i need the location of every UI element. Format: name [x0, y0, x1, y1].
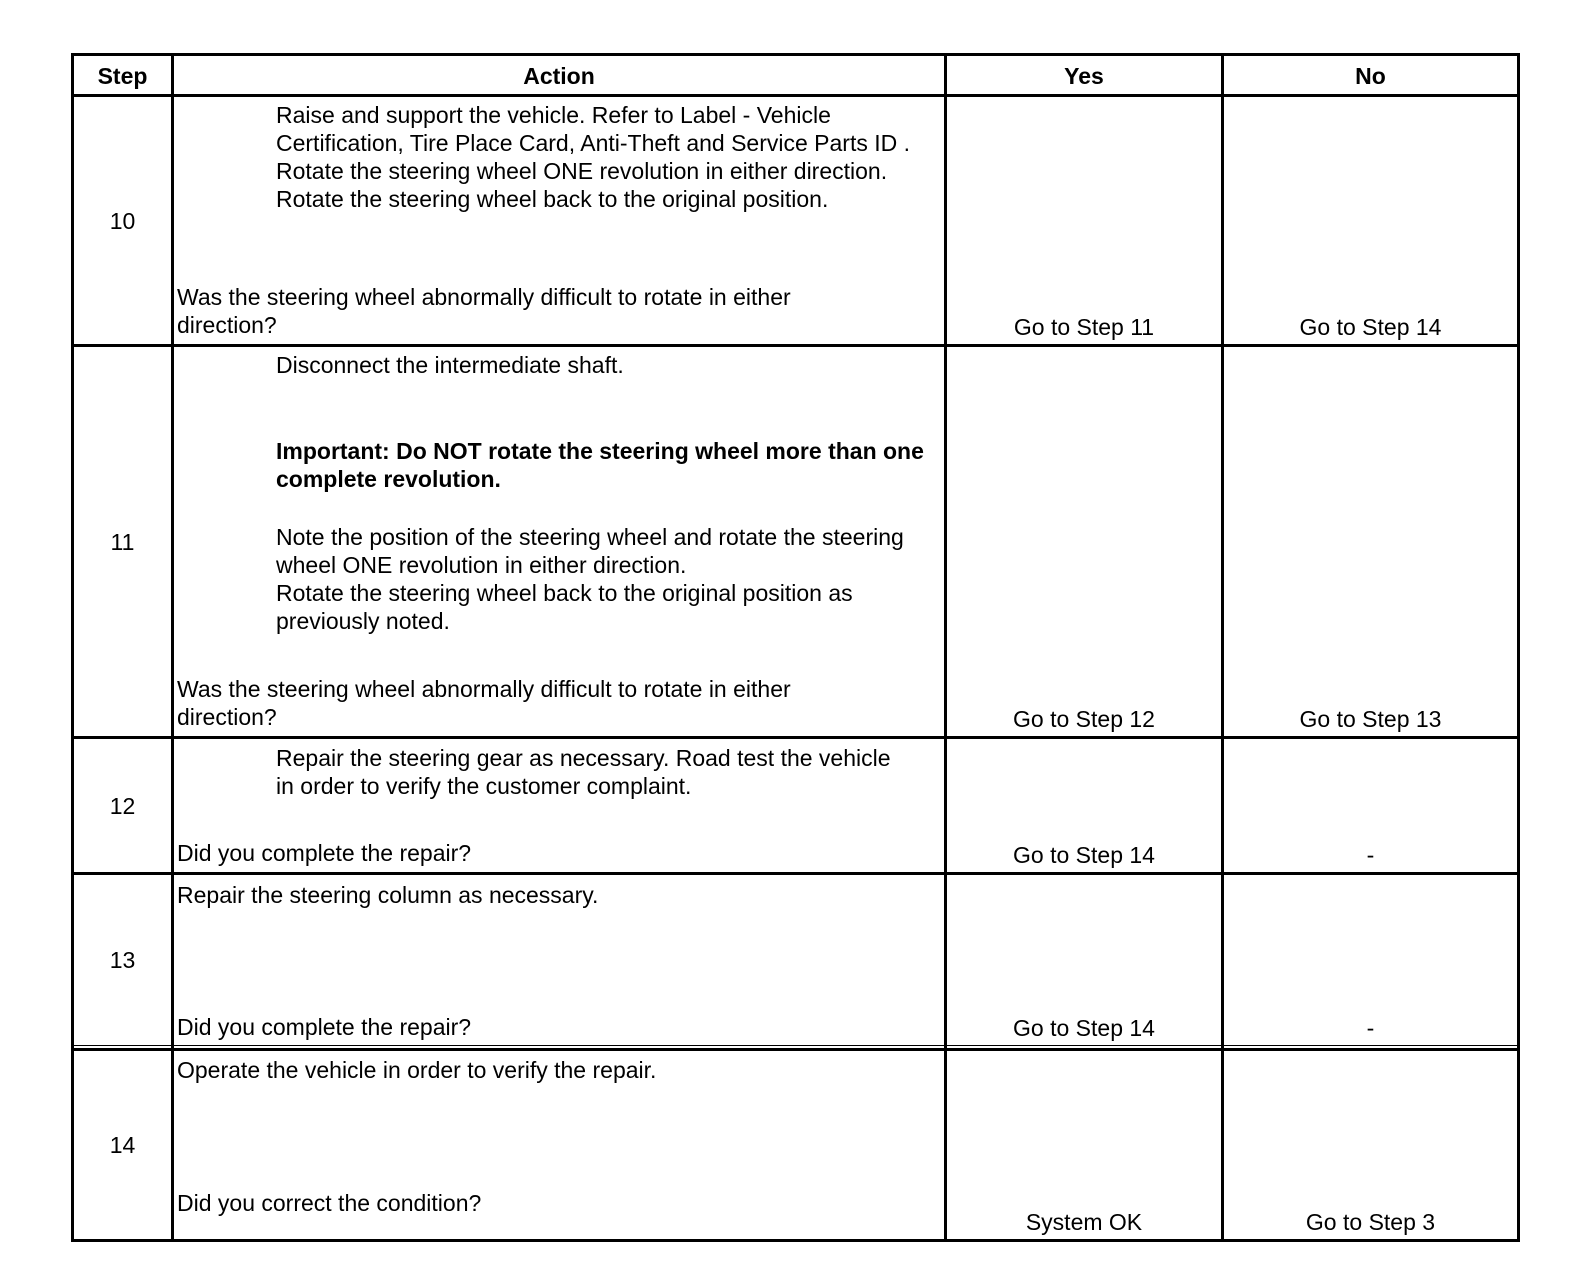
- step-number: 12: [109, 792, 136, 819]
- action-line: Repair the steering column as necessary.: [177, 882, 599, 908]
- header-no: No: [1355, 62, 1386, 89]
- action-text: [276, 101, 951, 213]
- header-action: Action: [523, 62, 595, 89]
- question-text: Was the steering wheel abnormally difficult to rotate in either direction?: [177, 284, 791, 338]
- yes-result: Go to Step 14: [1013, 1015, 1155, 1041]
- step-number: 11: [110, 528, 135, 555]
- no-result: Go to Step 14: [1299, 314, 1442, 340]
- action-line: Raise and support the vehicle. Refer to Label - Vehicle Certification, Tire Place Card, Anti-Theft and Service Parts ID .: [276, 102, 911, 156]
- yes-result: Go to Step 14: [1013, 842, 1155, 868]
- action-line: Repair the steering gear as necessary. Road test the vehicle in order to verify the customer complaint.: [276, 745, 891, 799]
- action-line: Rotate the steering wheel back to the original position.: [276, 186, 829, 212]
- step-number: 13: [109, 947, 136, 973]
- action-line: Disconnect the intermediate shaft.: [276, 352, 624, 378]
- action-text: [276, 523, 916, 635]
- no-result: -: [1366, 842, 1375, 868]
- no-result: Go to Step 13: [1299, 706, 1442, 732]
- yes-result: Go to Step 11: [1013, 314, 1155, 340]
- question-text: Was the steering wheel abnormally difficult to rotate in either direction?: [177, 676, 791, 730]
- no-result: Go to Step 3: [1305, 1209, 1436, 1235]
- header-yes: Yes: [1064, 62, 1104, 89]
- no-result: -: [1366, 1015, 1375, 1041]
- question-text: Did you complete the repair?: [177, 840, 472, 866]
- diagnostic-table: [71, 53, 1520, 1242]
- yes-result: Go to Step 12: [1013, 706, 1155, 732]
- action-line: Rotate the steering wheel back to the original position as previously noted.: [276, 580, 853, 634]
- row-divider: [74, 1045, 1517, 1046]
- yes-result: System OK: [1025, 1209, 1143, 1235]
- action-line: Rotate the steering wheel ONE revolution in either direction.: [276, 158, 888, 184]
- question-text: Did you complete the repair?: [177, 1014, 472, 1040]
- step-number: 14: [109, 1132, 136, 1158]
- action-line: Operate the vehicle in order to verify the repair.: [177, 1057, 657, 1083]
- step-number: 10: [109, 207, 136, 234]
- important-note: Important: Do NOT rotate the steering wheel more than one complete revolution.: [276, 438, 924, 492]
- question-text: Did you correct the condition?: [177, 1190, 482, 1216]
- column-divider: [171, 56, 174, 1239]
- header-step: Step: [97, 62, 148, 89]
- action-line: Note the position of the steering wheel and rotate the steering wheel ONE revolution in either direction.: [276, 524, 904, 578]
